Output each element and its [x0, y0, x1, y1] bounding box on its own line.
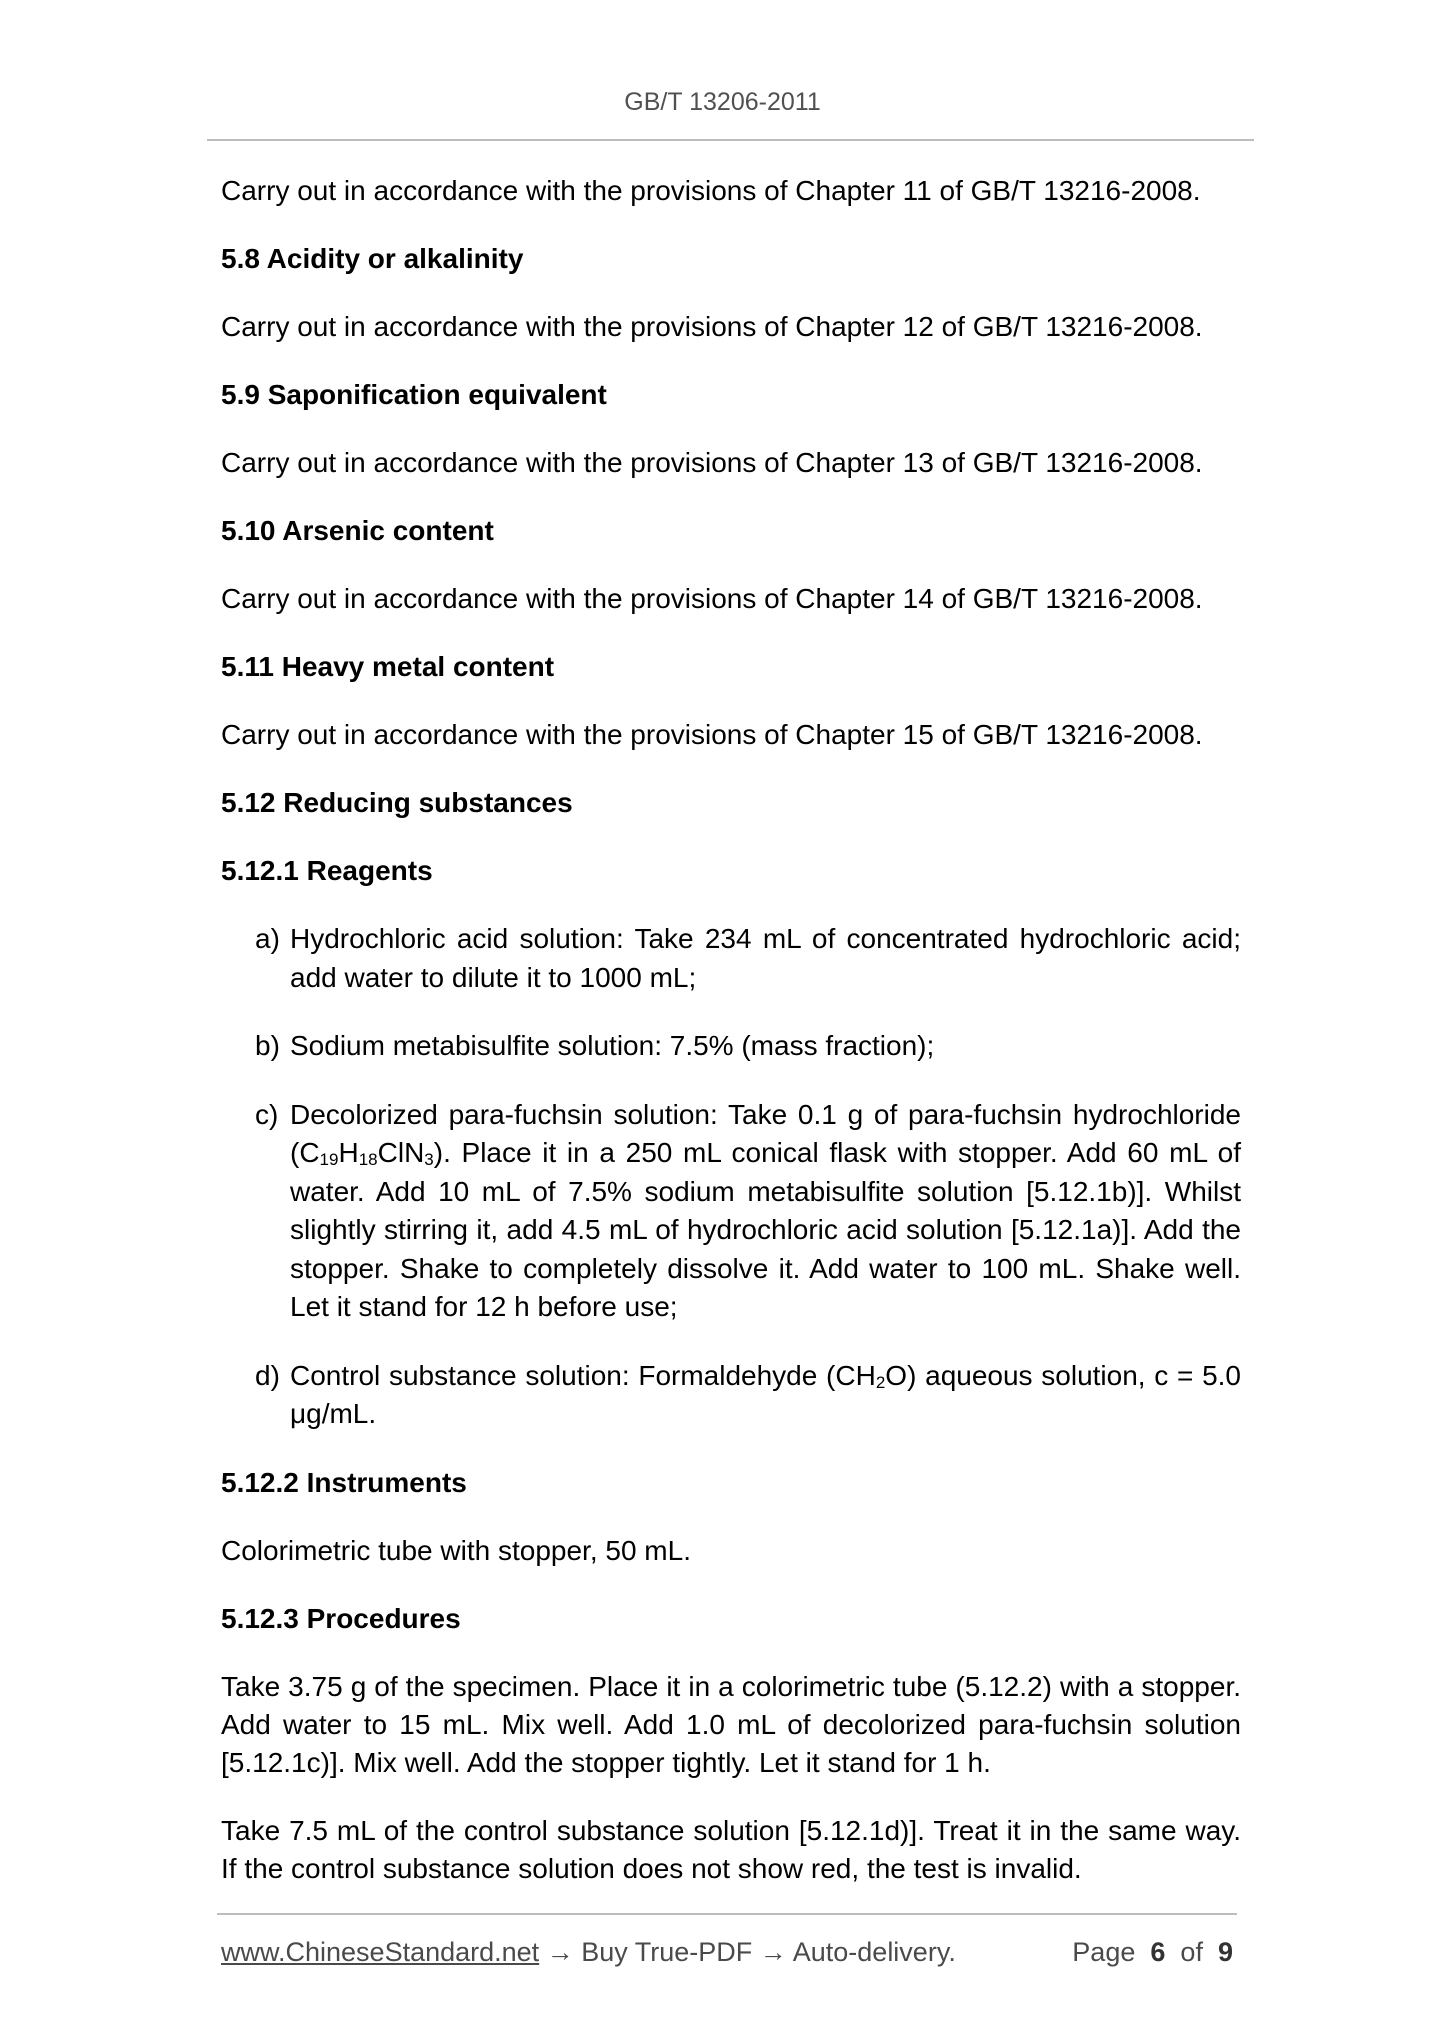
section-heading-5-12-3: 5.12.3 Procedures — [221, 1602, 461, 1634]
reagent-item-b — [255, 1027, 1241, 1066]
reagent-text — [290, 1099, 1241, 1323]
reagent-text-end: O) aqueous solution, c = 5.0 μg/mL. — [290, 1359, 1241, 1429]
formula-subscript: 3 — [424, 1150, 434, 1169]
reagent-item-d — [255, 1357, 1241, 1434]
procedure-paragraph-2: Take 7.5 mL of the control substance solution [5.12.1d)]. Treat it in the same way. If the control substance solution does not show red, the test is invalid. — [221, 1814, 1241, 1884]
reagent-text-start: Control substance solution: Formaldehyde (CH — [290, 1359, 876, 1391]
formula-element: ClN — [377, 1137, 425, 1168]
document-body — [221, 172, 1241, 1918]
reagent-text: Hydrochloric acid solution: Take 234 mL of concentrated hydrochloric acid; add water to dilute it to 1000 mL; — [290, 923, 1241, 993]
section-paragraph-5-12-2: Colorimetric tube with stopper, 50 mL. — [221, 1534, 691, 1566]
section-paragraph-5-9: Carry out in accordance with the provisions of Chapter 13 of GB/T 13216-2008. — [221, 447, 1203, 478]
reagent-text: Sodium metabisulfite solution: 7.5% (mass fraction); — [290, 1030, 935, 1061]
list-marker: d) — [255, 1359, 280, 1391]
formula-element: H — [338, 1137, 359, 1168]
section-heading-5-10: 5.10 Arsenic content — [221, 515, 494, 546]
header-divider — [207, 139, 1254, 141]
section-heading-5-12-1: 5.12.1 Reagents — [221, 855, 433, 886]
section-heading-5-12: 5.12 Reducing substances — [221, 787, 573, 818]
section-paragraph-5-11: Carry out in accordance with the provisions of Chapter 15 of GB/T 13216-2008. — [221, 719, 1203, 750]
section-paragraph-5-8: Carry out in accordance with the provisions of Chapter 12 of GB/T 13216-2008. — [221, 311, 1203, 342]
section-heading-5-11: 5.11 Heavy metal content — [221, 651, 555, 682]
procedure-paragraph-1: Take 3.75 g of the specimen. Place it in a colorimetric tube (5.12.2) with a stopper. Add water to 15 mL. Mix well. Add 1.0 mL of decolorized para-fuchsin solution [5.12.1c)]. Mix well. Add the stopper tightly. Let it stand for 1 h. — [221, 1670, 1241, 1778]
formula-subscript: 18 — [358, 1150, 378, 1169]
reagent-text — [290, 1360, 1241, 1430]
list-marker: c) — [255, 1098, 279, 1130]
footer-promo — [221, 1934, 956, 1970]
section-paragraph-5-10: Carry out in accordance with the provisions of Chapter 14 of GB/T 13216-2008. — [221, 583, 1203, 614]
page-indicator — [1072, 1934, 1233, 1970]
list-marker: a) — [255, 923, 280, 954]
current-page-number: 6 — [1150, 1937, 1166, 1967]
reagent-item-a — [255, 920, 1241, 997]
page-label: Page — [1072, 1937, 1136, 1967]
website-link[interactable]: www.ChineseStandard.net — [221, 1937, 540, 1967]
formula-subscript: 2 — [875, 1372, 886, 1392]
section-heading-5-8: 5.8 Acidity or alkalinity — [221, 243, 524, 274]
footer-divider — [217, 1913, 1237, 1915]
reagent-text-end: ). Place it in a 250 mL conical flask with stopper. Add 60 mL of water. Add 10 mL of 7.5% sodium metabisulfite solution [5.12.1b)]. Whilst slightly stirring it, add 4.5 mL of hydrochloric acid solution [5.12.1a)]. Add the stopper. Shake to completely dissolve it. Add water to 100 mL. Shake well. Let it stand for 12 h before use; — [290, 1137, 1241, 1322]
section-heading-5-12-2: 5.12.2 Instruments — [221, 1466, 467, 1498]
reagent-text-start: Decolorized para-fuchsin solution: Take 0.1 g of para-fuchsin hydrochloride (C — [290, 1098, 1241, 1168]
section-heading-5-9: 5.9 Saponification equivalent — [221, 379, 607, 410]
total-page-count: 9 — [1217, 1937, 1233, 1967]
formula-subscript: 19 — [319, 1150, 339, 1169]
reagent-item-c — [255, 1096, 1241, 1327]
intro-paragraph: Carry out in accordance with the provisions of Chapter 11 of GB/T 13216-2008. — [221, 175, 1201, 206]
list-marker: b) — [255, 1030, 280, 1061]
page-header: GB/T 13206-2011 — [624, 88, 821, 116]
of-label: of — [1180, 1937, 1203, 1967]
footer-tagline: → Buy True-PDF → Auto-delivery. — [539, 1937, 956, 1967]
